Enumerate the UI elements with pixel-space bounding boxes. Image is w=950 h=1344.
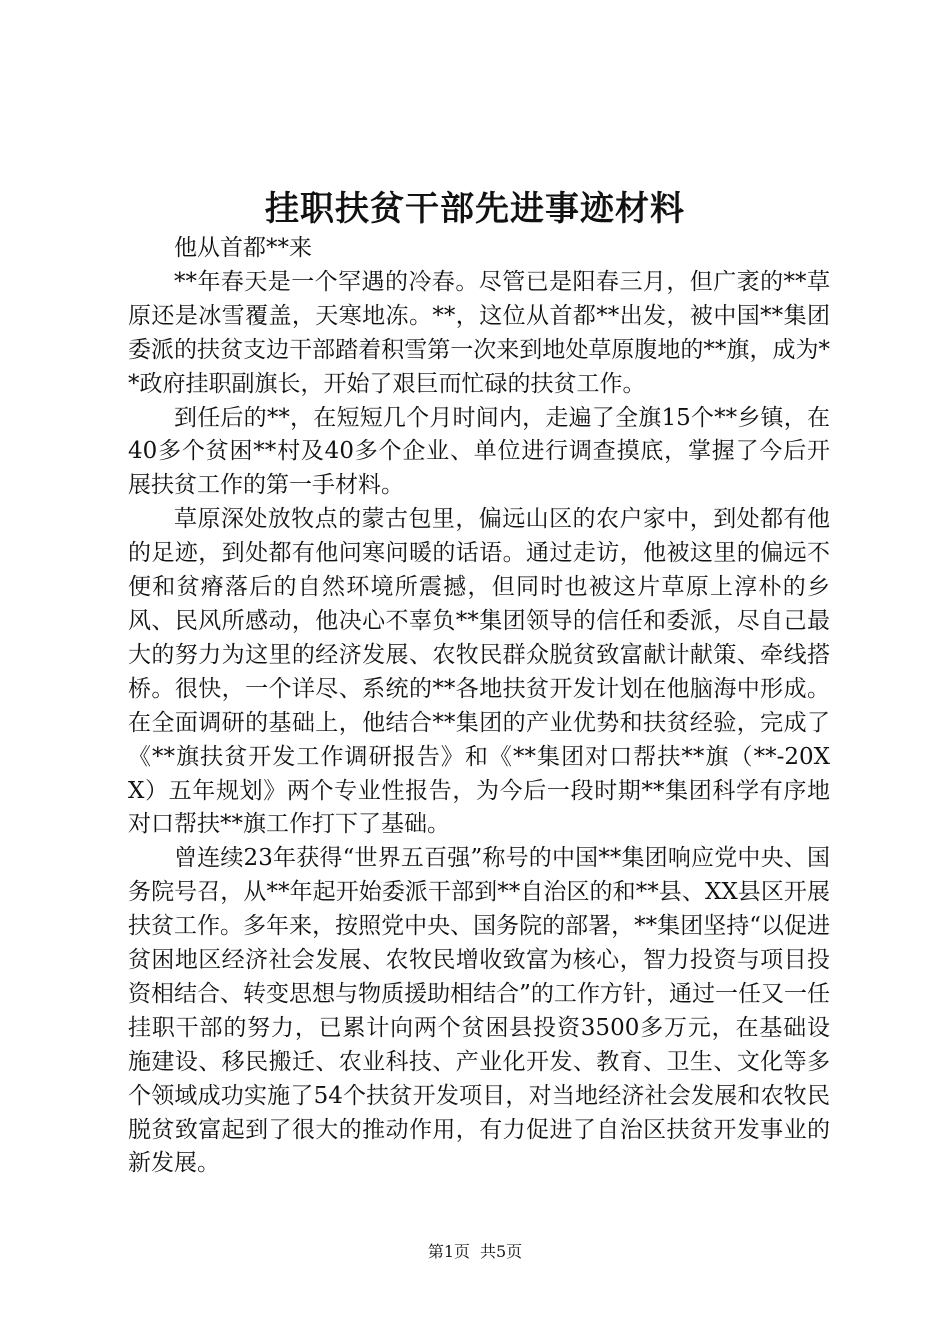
- document-body: [128, 232, 830, 1181]
- paragraph-subheading: 他从首都**来: [174, 235, 312, 261]
- paragraph: **年春天是一个罕遇的冷春。尽管已是阳春三月，但广袤的**草原还是冰雪覆盖，天寒地冻。**，这位从首都**出发，被中国**集团委派的扶贫支边干部踏着积雪第一次来到地处草原腹地的**旗，成为**政府挂职副旗长，开始了艰巨而忙碌的扶贫工作。: [128, 268, 830, 397]
- page-total: 共5页: [480, 1242, 523, 1261]
- page-number: 第1页: [427, 1242, 470, 1261]
- paragraph: 到任后的**，在短短几个月时间内，走遍了全旗15个**乡镇，在40多个贫困**村及40多个企业、单位进行调查摸底，掌握了今后开展扶贫工作的第一手材料。: [128, 404, 830, 499]
- paragraph: 曾连续23年获得“世界五百强”称号的中国**集团响应党中央、国务院号召，从**年起开始委派干部到**自治区的和**县、XX县区开展扶贫工作。多年来，按照党中央、国务院的部署，**集团坚持“以促进贫困地区经济社会发展、农牧民增收致富为核心，智力投资与项目投资相结合、转变思想与物质援助相结合”的工作方针，通过一任又一任挂职干部的努力，已累计向两个贫困县投资3500多万元，在基础设施建设、移民搬迁、农业科技、产业化开发、教育、卫生、文化等多个领域成功实施了54个扶贫开发项目，对当地经济社会发展和农牧民脱贫致富起到了很大的推动作用，有力促进了自治区扶贫开发事业的新发展。: [128, 845, 830, 1177]
- document-title: 挂职扶贫干部先进事迹材料: [265, 189, 685, 229]
- page-footer: [0, 1240, 950, 1264]
- paragraph: 草原深处放牧点的蒙古包里，偏远山区的农户家中，到处都有他的足迹，到处都有他问寒问暖的话语。通过走访，他被这里的偏远不便和贫瘠落后的自然环境所震撼，但同时也被这片草原上淳朴的乡风、民风所感动，他决心不辜负**集团领导的信任和委派，尽自己最大的努力为这里的经济发展、农牧民群众脱贫致富献计献策、牵线搭桥。很快，一个详尽、系统的**各地扶贫开发计划在他脑海中形成。在全面调研的基础上，他结合**集团的产业优势和扶贫经验，完成了《**旗扶贫开发工作调研报告》和《**集团对口帮扶**旗（**-20XX）五年规划》两个专业性报告，为今后一段时期**集团科学有序地对口帮扶**旗工作打下了基础。: [128, 506, 830, 838]
